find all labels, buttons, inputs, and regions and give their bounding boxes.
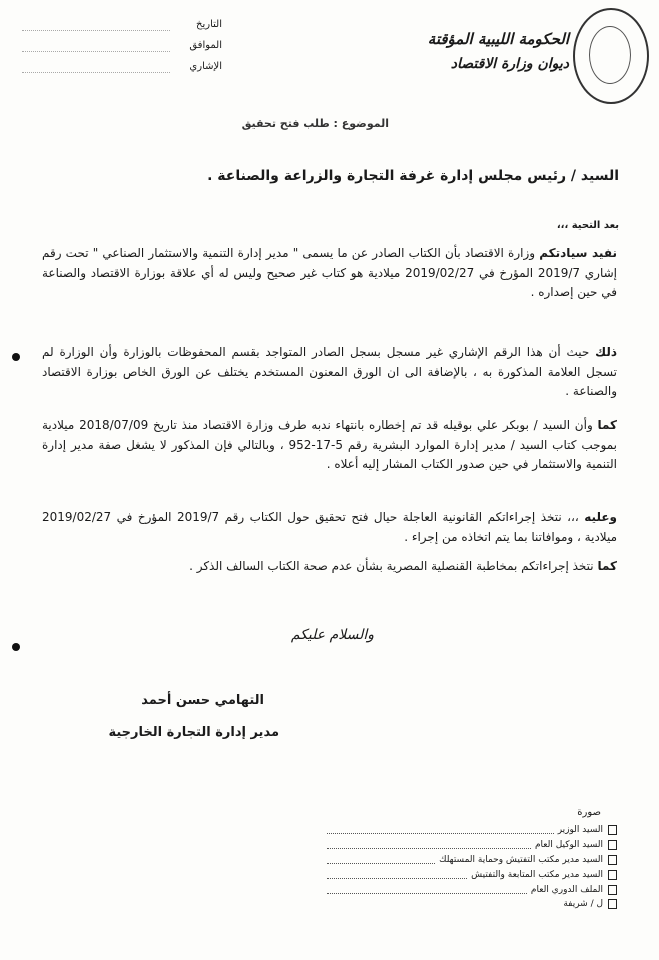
addressee: السيد / رئيس مجلس إدارة غرفة التجارة والزراعة والصناعة . [207, 168, 619, 184]
paragraph-text: وزارة الاقتصاد بأن الكتاب الصادر عن ما يسمى " مدير إدارة التنمية والاستثمار الصناعي " تحت رقم إشاري 2019/7 المؤرخ في 2019/02/27 ميلادية هو كتاب غير صحيح وليس له أي علاقة بوزارة الاقتصاد والصناعة في حين إصداره . [42, 246, 618, 299]
dotted-line [327, 886, 527, 894]
corresponding-value-line [22, 40, 170, 52]
ministry-name: ديوان وزارة الاقتصاد [450, 56, 569, 72]
government-seal [573, 8, 649, 104]
cc-label: صورة [577, 807, 601, 818]
paragraph-text: وأن السيد / بوبكر علي بوقيله قد تم إخطاره بانتهاء ندبه طرف وزارة الاقتصاد منذ تاريخ 2018/07/09 ميلادية بموجب كتاب السيد / مدير إدارة الموارد البشرية رقم 5-17-952 ، وبالتالي فإن المذكور لا يشغل صفة مدير إدارة التنمية والاستثمار في حين صدور الكتاب المشار إليه أعلاه . [42, 418, 618, 471]
checkbox-icon [608, 899, 617, 909]
paragraph-lead: نفيد سيادتكم [539, 246, 617, 260]
dotted-line [327, 871, 467, 879]
corresponding-row [22, 35, 222, 56]
signatory-title: مدير إدارة التجارة الخارجية [108, 725, 279, 740]
dotted-line [327, 856, 435, 864]
date-row [22, 14, 222, 35]
cc-item [327, 882, 617, 897]
file-reference [327, 899, 617, 909]
reference-row [22, 56, 222, 77]
greeting: بعد التحية ،،، [556, 220, 619, 231]
signatory-name: التهامي حسن أحمد [141, 693, 264, 708]
paragraph-lead: وعليه [584, 510, 617, 524]
cc-item-label: السيد مدير مكتب المتابعة والتفتيش [471, 869, 603, 880]
paragraph-text: نتخذ إجراءاتكم بمخاطبة القنصلية المصرية بشأن عدم صحة الكتاب السالف الذكر . [189, 559, 594, 573]
closing-salutation: والسلام عليكم [290, 627, 374, 643]
reference-label: الإشاري [189, 61, 222, 72]
cc-item-label: السيد الوزير [557, 824, 603, 835]
cc-item [327, 822, 617, 837]
paragraph-text: ،،، نتخذ إجراءاتكم القانونية العاجلة حيال فتح تحقيق حول الكتاب رقم 2019/7 المؤرخ في 2019/02/27 ميلادية ، وموافاتنا بما يتم اتخاذه من إجراء . [42, 510, 617, 544]
seal-emblem [589, 26, 631, 84]
subject-line: الموضوع : طلب فتح تحقيق [241, 117, 389, 130]
checkbox-icon [608, 885, 617, 895]
checkbox-icon [608, 870, 617, 880]
dotted-line [327, 826, 554, 834]
cc-item [327, 852, 617, 867]
cc-item [327, 837, 617, 852]
cc-item-label: السيد مدير مكتب التفتيش وحماية المستهلك [439, 854, 603, 865]
file-reference-text: ل / شريفة [563, 899, 603, 909]
paragraph-1 [42, 244, 617, 303]
checkbox-icon [608, 855, 617, 865]
cc-list [327, 822, 617, 897]
letterhead [428, 30, 569, 72]
paragraph-lead: كما [597, 559, 617, 573]
checkbox-icon [608, 825, 617, 835]
checkbox-icon [608, 840, 617, 850]
reference-block [22, 14, 222, 77]
date-label: التاريخ [196, 19, 222, 30]
dotted-line [327, 841, 531, 849]
paragraph-5 [42, 557, 617, 577]
paragraph-2 [42, 343, 617, 402]
hole-punch-mark [12, 643, 20, 651]
cc-item [327, 867, 617, 882]
corresponding-label: الموافق [189, 40, 222, 51]
paragraph-4 [42, 508, 617, 547]
paragraph-lead: ذلك [595, 345, 617, 359]
government-name: الحكومة الليبية المؤقتة [427, 30, 569, 48]
cc-item-label: الملف الدوري العام [530, 884, 603, 895]
paragraph-text: حيث أن هذا الرقم الإشاري غير مسجل بسجل الصادر المتواجد بقسم المحفوظات بالوزارة وأن الوزارة لم تسجل العلامة المذكورة به ، بالإضافة الى ان الورق المعنون المستخدم يختلف عن الورق الخاص بوزارة الاقتصاد والصناعة . [42, 345, 617, 398]
cc-item-label: السيد الوكيل العام [534, 839, 603, 850]
hole-punch-mark [12, 353, 20, 361]
date-value-line [22, 19, 170, 31]
paragraph-lead: كما [597, 418, 617, 432]
reference-value-line [22, 61, 170, 73]
paragraph-3 [42, 416, 617, 475]
